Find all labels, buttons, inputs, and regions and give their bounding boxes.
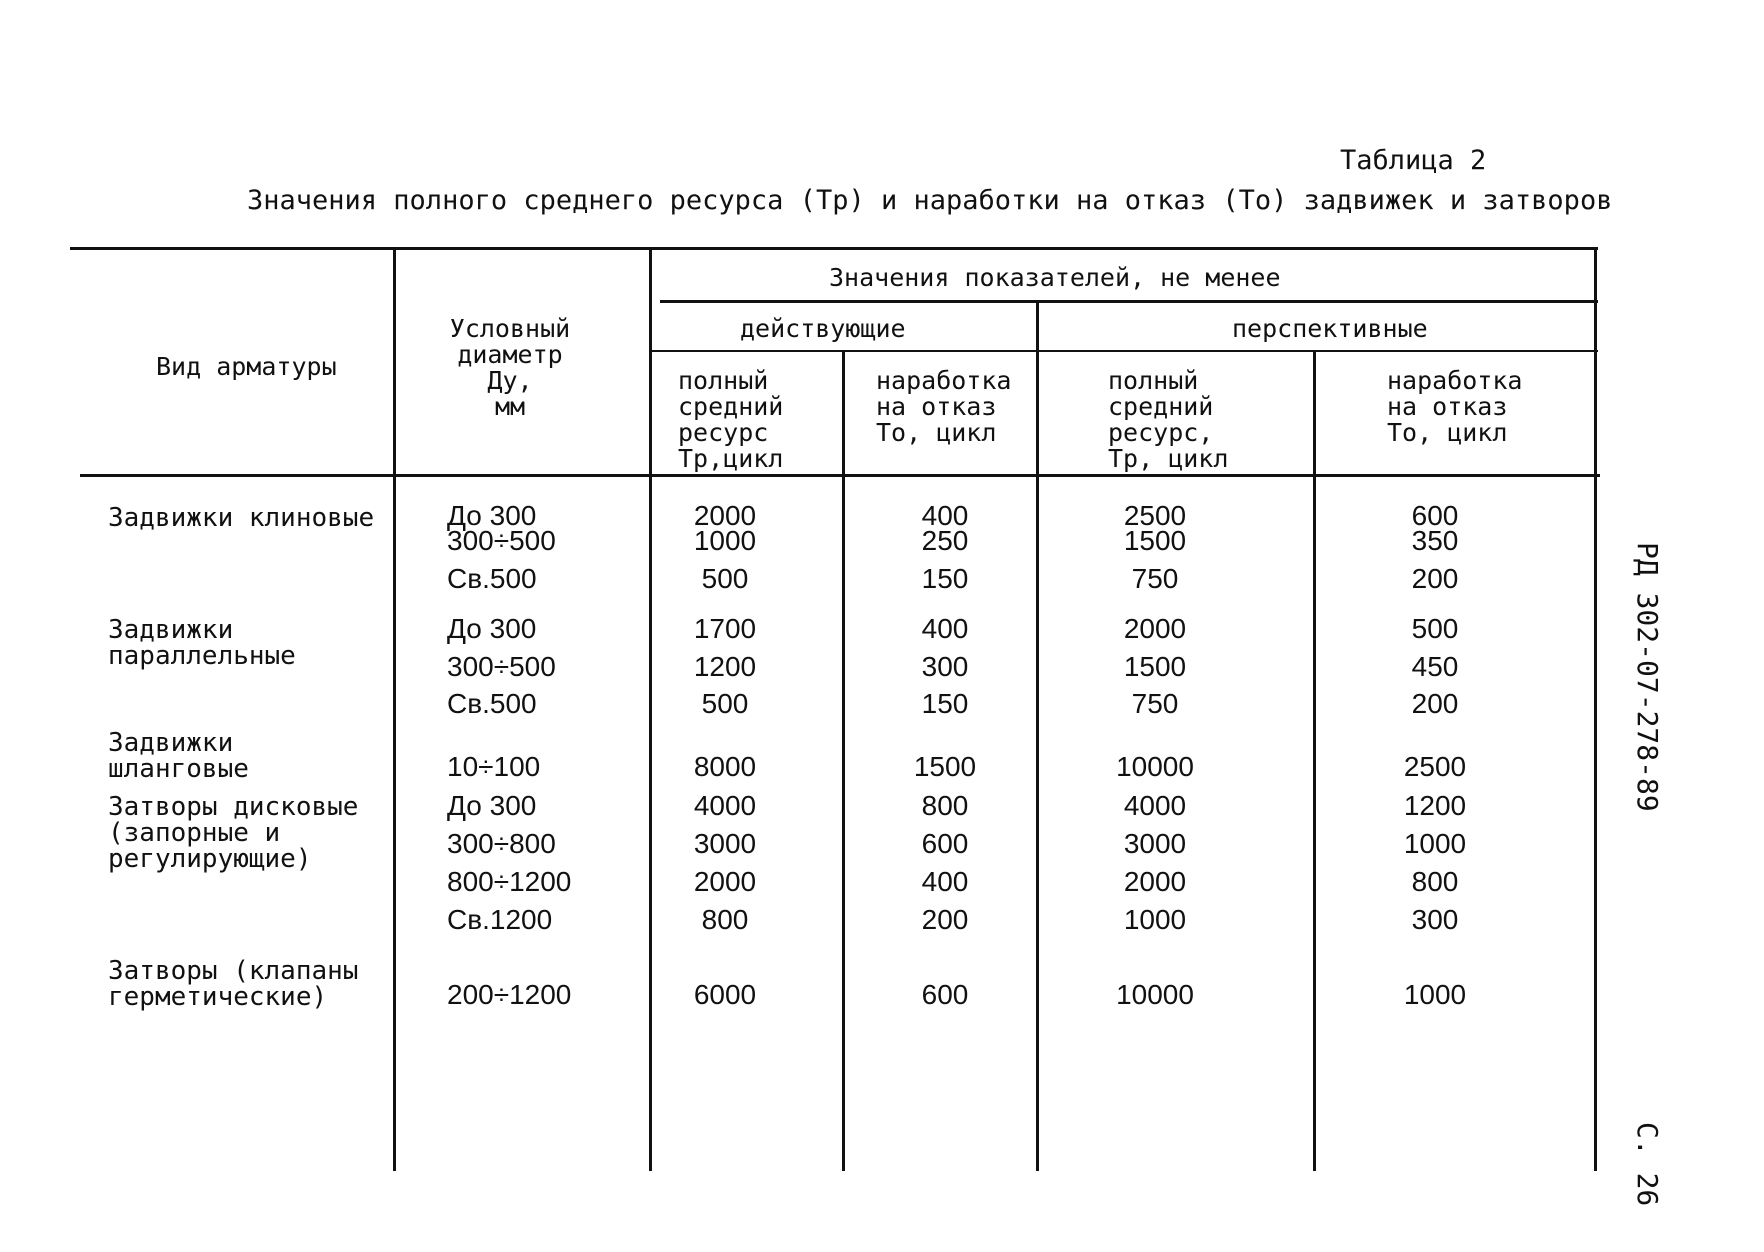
cell-to2: 600	[1411, 500, 1459, 531]
cell-to2: 300	[1411, 904, 1459, 935]
cell-tr1: 1200	[693, 651, 757, 682]
cell-to1: 150	[921, 688, 969, 719]
cell-tr1: 3000	[693, 828, 757, 859]
col-divider-5	[1313, 351, 1316, 1171]
header-tr-future: полный средний ресурс, Тр, цикл	[1108, 366, 1229, 473]
cell-du: 300÷500	[447, 651, 556, 682]
cell-tr1: 800	[701, 904, 749, 935]
cell-du: 800÷1200	[447, 866, 572, 897]
cell-to1: 200	[921, 904, 969, 935]
cell-tr2: 4000	[1123, 790, 1187, 821]
header-to-future: наработка на отказ То, цикл	[1387, 366, 1523, 447]
cell-du: 300÷500	[447, 525, 556, 556]
table-right-border	[1594, 249, 1597, 1171]
col-divider-3	[842, 351, 845, 1171]
row-type-wedge-gates: Задвижки клиновые	[108, 503, 375, 533]
cell-tr2: 750	[1131, 688, 1179, 719]
col-divider-2	[649, 249, 652, 1171]
cell-tr2: 10000	[1116, 751, 1194, 782]
cell-tr1: 4000	[693, 790, 757, 821]
cell-to1: 250	[921, 525, 969, 556]
cell-to1: 600	[921, 979, 969, 1010]
cell-tr1: 6000	[693, 979, 757, 1010]
document-code: РД 302-07-278-89	[1631, 542, 1664, 812]
page-number: С. 26	[1631, 1122, 1664, 1207]
cell-tr2: 2000	[1123, 613, 1187, 644]
header-bottom-rule	[80, 474, 1600, 477]
header-group: Значения показателей, не менее	[829, 263, 1281, 292]
subgroup-rule	[652, 350, 1598, 352]
row-type-sealed-valves: Затворы (клапаны герметические)	[108, 956, 359, 1012]
cell-tr1: 8000	[693, 751, 757, 782]
cell-tr2: 1000	[1123, 904, 1187, 935]
cell-to2: 800	[1411, 866, 1459, 897]
header-future: перспективные	[1232, 314, 1428, 343]
cell-tr1: 1700	[693, 613, 757, 644]
cell-to1: 600	[921, 828, 969, 859]
row-type-hose-gates: Задвижки шланговые	[108, 728, 249, 784]
cell-to2: 200	[1411, 563, 1459, 594]
cell-to2: 350	[1411, 525, 1459, 556]
cell-to2: 200	[1411, 688, 1459, 719]
group-rule	[660, 300, 1598, 303]
cell-to1: 400	[921, 866, 969, 897]
table-label: Таблица 2	[1340, 145, 1487, 176]
cell-to2: 450	[1411, 651, 1459, 682]
col-divider-4	[1036, 301, 1039, 1171]
table-top-rule	[70, 247, 1598, 250]
row-type-parallel-gates: Задвижки параллельные	[108, 615, 296, 671]
header-nominal-diameter: Условный диаметр Ду, мм	[449, 314, 571, 421]
cell-tr2: 750	[1131, 563, 1179, 594]
cell-du: До 300	[447, 613, 537, 644]
cell-du: 300÷800	[447, 828, 556, 859]
cell-to1: 300	[921, 651, 969, 682]
cell-tr1: 500	[701, 688, 749, 719]
cell-tr2: 3000	[1123, 828, 1187, 859]
cell-to2: 500	[1411, 613, 1459, 644]
cell-tr2: 2000	[1123, 866, 1187, 897]
cell-du: Св.500	[447, 563, 537, 594]
cell-tr1: 500	[701, 563, 749, 594]
header-current: действующие	[740, 314, 906, 343]
cell-tr2: 1500	[1123, 651, 1187, 682]
cell-to2: 1000	[1403, 828, 1467, 859]
col-divider-1	[393, 249, 396, 1171]
cell-du: Св.500	[447, 688, 537, 719]
cell-du: До 300	[447, 500, 537, 531]
cell-to2: 2500	[1403, 751, 1467, 782]
header-valve-type: Вид арматуры	[156, 352, 337, 381]
cell-to2: 1200	[1403, 790, 1467, 821]
cell-du: 200÷1200	[447, 979, 572, 1010]
cell-tr1: 2000	[693, 500, 757, 531]
cell-tr1: 2000	[693, 866, 757, 897]
cell-to1: 150	[921, 563, 969, 594]
cell-tr2: 2500	[1123, 500, 1187, 531]
cell-to1: 1500	[913, 751, 977, 782]
header-tr-current: полный средний ресурс Тр,цикл	[678, 366, 784, 473]
cell-to1: 400	[921, 500, 969, 531]
cell-tr1: 1000	[693, 525, 757, 556]
cell-to2: 1000	[1403, 979, 1467, 1010]
header-to-current: наработка на отказ То, цикл	[876, 366, 1012, 447]
cell-tr2: 1500	[1123, 525, 1187, 556]
table-title: Значения полного среднего ресурса (Тр) и наработки на отказ (То) задвижек и затворов	[247, 185, 1613, 216]
cell-du: Св.1200	[447, 904, 553, 935]
cell-du: До 300	[447, 790, 537, 821]
row-type-disc-valves: Затворы дисковые (запорные и регулирующие)	[108, 792, 359, 874]
cell-to1: 800	[921, 790, 969, 821]
cell-du: 10÷100	[447, 751, 541, 782]
cell-to1: 400	[921, 613, 969, 644]
cell-tr2: 10000	[1116, 979, 1194, 1010]
